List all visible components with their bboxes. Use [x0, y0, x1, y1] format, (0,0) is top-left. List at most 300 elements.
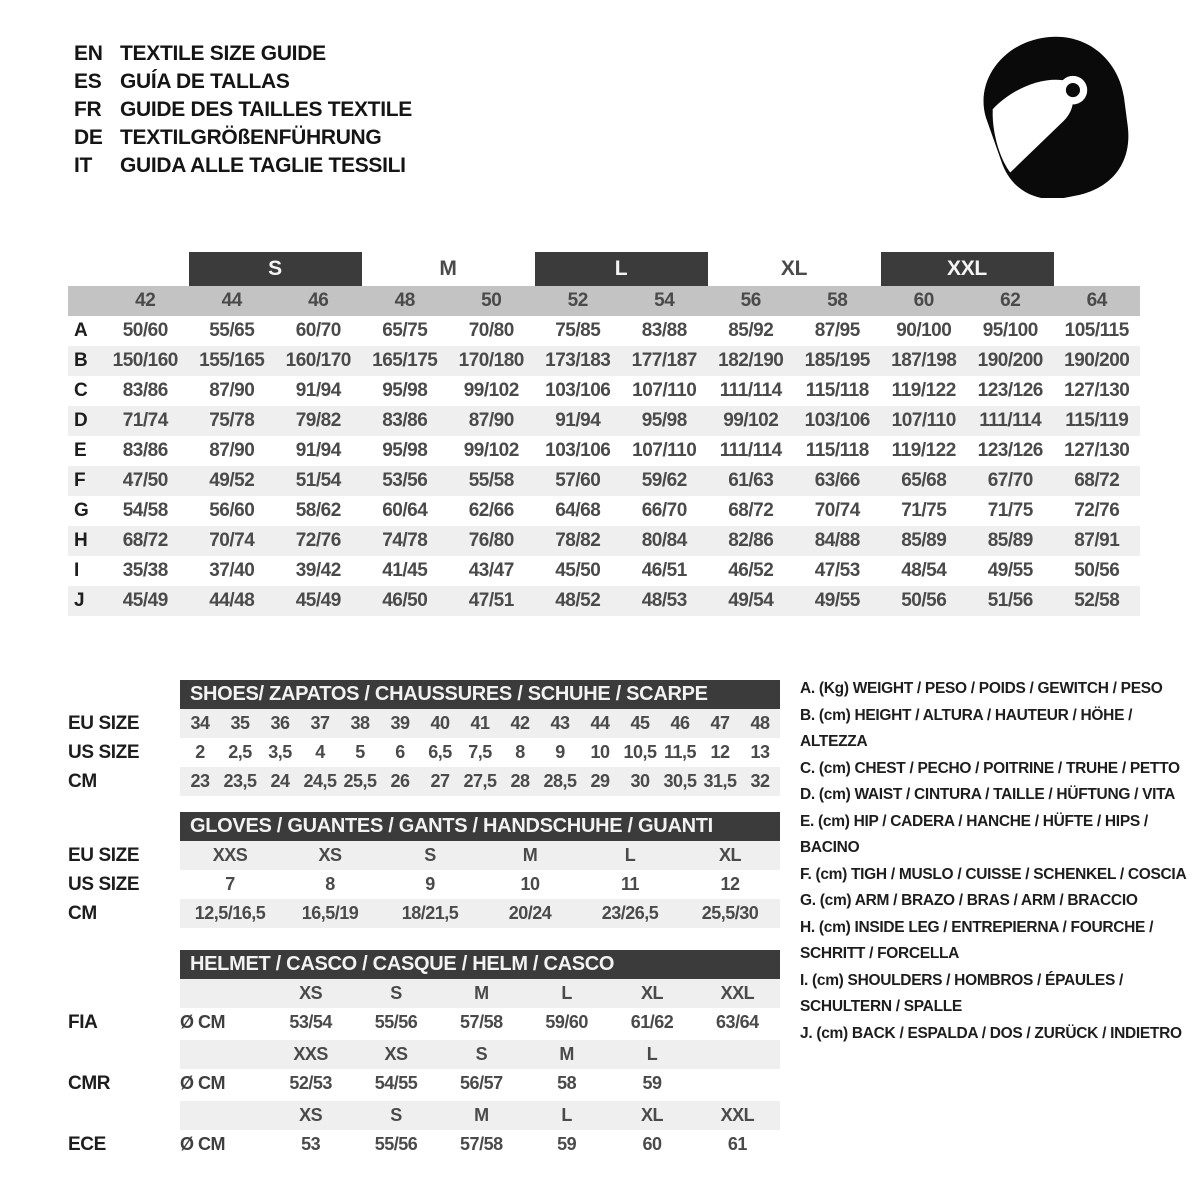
helmet-size-label: L: [561, 1105, 572, 1125]
measure-cell: 45/50: [555, 560, 601, 581]
helmet-size-label: XL: [640, 983, 663, 1003]
helmet-size-cell: 61: [727, 1134, 747, 1154]
shoes-cell: 44: [590, 713, 610, 733]
gloves-cell: 7: [225, 874, 235, 894]
helmet-size-cell: 59: [642, 1073, 662, 1093]
measure-cell: 50/56: [1074, 560, 1120, 581]
measure-cell: 187/198: [891, 350, 957, 371]
shoes-cell: 23,5: [223, 771, 257, 791]
measure-cell: 43/47: [468, 560, 514, 581]
shoes-values: [180, 709, 780, 738]
gloves-cell: 25,5/30: [701, 903, 759, 923]
gloves-cell: S: [424, 845, 436, 865]
numeric-size-row: [68, 286, 1140, 316]
gloves-values: [180, 841, 780, 870]
shoes-cell: 32: [750, 771, 770, 791]
shoes-cell: 2: [195, 742, 205, 762]
measure-row-label: E: [74, 440, 87, 461]
legend-item-i: I. (cm) SHOULDERS / HOMBROS / ÉPAULES / SCHULTERN / SPALLE: [800, 971, 1124, 1015]
language-code: IT: [74, 154, 93, 177]
helmet-size-cell: 55/56: [374, 1012, 418, 1032]
gloves-cell: XS: [318, 845, 342, 865]
measure-cell: 49/55: [814, 590, 860, 611]
measure-cell: 48/52: [555, 590, 601, 611]
measure-cell: 55/58: [468, 470, 514, 491]
measure-cell: 70/80: [468, 320, 514, 341]
measure-row-label: F: [74, 470, 86, 491]
measure-row-b: [68, 346, 1140, 376]
gloves-row-label: US SIZE: [68, 873, 140, 895]
shoes-cell: 37: [310, 713, 330, 733]
measure-row-label: A: [74, 320, 88, 341]
helmet-size-cell: 52/53: [289, 1073, 332, 1093]
gloves-row-cm: [68, 899, 780, 928]
shoes-cell: 11,5: [663, 742, 697, 762]
size-group-xl: XL: [780, 257, 808, 280]
shoes-cell: 7,5: [468, 742, 492, 762]
numeric-size: 52: [567, 290, 588, 311]
gloves-cell: 8: [325, 874, 335, 894]
measure-cell: 35/38: [122, 560, 168, 581]
measure-row-a: [68, 316, 1140, 346]
helmet-section-cmr-values-row: [68, 1069, 780, 1098]
measure-cell: 95/100: [982, 320, 1038, 341]
measure-cell: 190/200: [977, 350, 1043, 371]
racing-helmet-icon: [972, 30, 1140, 198]
helmet-size-cell: 57/58: [460, 1012, 503, 1032]
shoes-cell: 6,5: [428, 742, 452, 762]
measure-cell: 47/51: [468, 590, 514, 611]
shoes-cell: 10: [590, 742, 610, 762]
numeric-size: 48: [394, 290, 415, 311]
shoes-cell: 35: [230, 713, 250, 733]
measure-cell: 91/94: [295, 380, 341, 401]
measure-cell: 87/90: [209, 380, 255, 401]
shoes-row-us-size: [68, 738, 780, 767]
legend-item-j: J. (cm) BACK / ESPALDA / DOS / ZURÜCK / INDIETRO: [800, 1024, 1182, 1042]
measure-cell: 70/74: [209, 530, 255, 551]
measure-row-g: [68, 496, 1140, 526]
numeric-size: 56: [740, 290, 761, 311]
helmet-section-ece-sizes: [68, 1101, 780, 1130]
shoes-cell: 4: [315, 742, 325, 762]
measure-cell: 65/68: [901, 470, 947, 491]
helmet-size-label: M: [474, 1105, 489, 1125]
measure-cell: 95/98: [382, 380, 428, 401]
measure-row-j: [68, 586, 1140, 616]
shoes-cell: 5: [355, 742, 365, 762]
language-code: DE: [74, 126, 103, 149]
measure-cell: 155/165: [199, 350, 265, 371]
gloves-cell: L: [624, 845, 636, 865]
helmet-size-label: S: [475, 1044, 488, 1064]
measure-cell: 50/60: [122, 320, 168, 341]
measure-row-h: [68, 526, 1140, 556]
measure-cell: 45/49: [295, 590, 341, 611]
shoes-cell: 12: [710, 742, 730, 762]
legend-item-b: B. (cm) HEIGHT / ALTURA / HAUTEUR / HÖHE / ALTEZZA: [800, 706, 1133, 750]
measure-cell: 85/92: [728, 320, 774, 341]
measure-row-label: D: [74, 410, 88, 431]
measure-cell: 62/66: [468, 500, 514, 521]
measure-cell: 46/51: [641, 560, 687, 581]
helmet-size-label: M: [559, 1044, 574, 1064]
helmet-unit-label: Ø CM: [180, 1012, 225, 1032]
language-title: TEXTILGRÖßENFÜHRUNG: [120, 126, 382, 149]
measure-cell: 91/94: [295, 440, 341, 461]
language-code: EN: [74, 42, 103, 65]
measure-cell: 45/49: [122, 590, 168, 611]
measure-cell: 60/64: [382, 500, 428, 521]
measure-cell: 95/98: [641, 410, 687, 431]
measure-cell: 119/122: [891, 380, 956, 401]
measure-cell: 74/78: [382, 530, 428, 551]
measure-cell: 44/48: [209, 590, 255, 611]
helmet-section-fia-size-labels: [180, 979, 780, 1008]
measure-cell: 87/90: [468, 410, 514, 431]
shoes-cell: 42: [510, 713, 530, 733]
legend-item-d: D. (cm) WAIST / CINTURA / TAILLE / HÜFTUNG / VITA: [800, 786, 1176, 803]
measure-cell: 85/89: [987, 530, 1033, 551]
measure-cell: 48/54: [901, 560, 947, 581]
measure-cell: 49/54: [728, 590, 774, 611]
shoes-table: [68, 680, 780, 796]
gloves-cell: 23/26,5: [601, 903, 659, 923]
shoes-cell: 27: [430, 771, 450, 791]
shoes-cell: 45: [630, 713, 650, 733]
shoes-cell: 43: [550, 713, 570, 733]
shoes-row-eu-size: [68, 709, 780, 738]
measure-cell: 54/58: [122, 500, 168, 521]
measure-cell: 48/53: [641, 590, 687, 611]
measure-cell: 51/54: [295, 470, 341, 491]
measure-cell: 52/58: [1074, 590, 1120, 611]
gloves-cell: 12,5/16,5: [194, 903, 266, 923]
language-title: GUÍA DE TALLAS: [120, 70, 290, 93]
numeric-size: 46: [308, 290, 329, 311]
helmet-size-cell: 56/57: [460, 1073, 503, 1093]
numeric-size: 42: [135, 290, 156, 311]
shoes-row-label: CM: [68, 770, 97, 792]
measure-row-label: I: [74, 560, 79, 581]
measure-cell: 37/40: [209, 560, 255, 581]
helmet-section-ece-values: [180, 1130, 780, 1159]
measure-cell: 185/195: [804, 350, 870, 371]
shoes-cell: 26: [390, 771, 410, 791]
shoes-cell: 36: [270, 713, 290, 733]
numeric-size: 44: [221, 290, 242, 311]
shoes-cell: 29: [590, 771, 610, 791]
measure-cell: 99/102: [723, 410, 779, 431]
shoes-cell: 41: [470, 713, 490, 733]
helmet-section-fia-values-row: [68, 1008, 780, 1037]
language-title: GUIDA ALLE TAGLIE TESSILI: [120, 154, 406, 177]
helmet-size-label: L: [561, 983, 572, 1003]
gloves-cell: XXS: [212, 845, 248, 865]
measure-cell: 50/56: [901, 590, 947, 611]
size-group-row: [68, 252, 1140, 286]
helmet-section-cmr-sizes: [68, 1040, 780, 1069]
helmet-section-ece-values-row: [68, 1130, 780, 1159]
language-row-fr: [74, 96, 412, 124]
helmet-section-cmr-values: [180, 1069, 780, 1098]
gloves-row-label: CM: [68, 902, 97, 924]
legend-item-e: E. (cm) HIP / CADERA / HANCHE / HÜFTE / HIPS / BACINO: [800, 812, 1148, 856]
shoes-cell: 8: [515, 742, 525, 762]
helmet-size-label: L: [646, 1044, 658, 1064]
shoes-cell: 28: [510, 771, 530, 791]
helmet-size-label: S: [390, 983, 402, 1003]
helmet-section-cmr-size-labels: [180, 1040, 780, 1069]
helmet-size-cell: 53/54: [289, 1012, 332, 1032]
helmet-size-cell: 55/56: [374, 1134, 418, 1154]
measure-cell: 83/86: [122, 440, 168, 461]
measure-cell: 67/70: [987, 470, 1033, 491]
measure-cell: 85/89: [901, 530, 947, 551]
measure-cell: 47/50: [122, 470, 168, 491]
measure-cell: 71/75: [901, 500, 947, 521]
measure-row-label: C: [74, 380, 88, 401]
measure-cell: 68/72: [728, 500, 774, 521]
measure-row-e: [68, 436, 1140, 466]
shoes-cell: 48: [750, 713, 770, 733]
gloves-values: [180, 899, 780, 928]
measure-cell: 49/55: [987, 560, 1033, 581]
helmet-size-cell: 59: [557, 1134, 577, 1154]
measure-cell: 170/180: [458, 350, 524, 371]
shoes-cell: 39: [390, 713, 410, 733]
numeric-size-spacer: [68, 286, 102, 316]
shoes-cell: 30: [630, 771, 650, 791]
helmet-section-cmr-spacer: [68, 1040, 180, 1069]
shoes-values: [180, 767, 780, 796]
measure-row-i: [68, 556, 1140, 586]
size-group-m: M: [439, 257, 457, 280]
gloves-table-title: GLOVES / GUANTES / GANTS / HANDSCHUHE / GUANTI: [180, 812, 780, 841]
measure-row-label: B: [74, 350, 88, 371]
measure-cell: 68/72: [122, 530, 168, 551]
legend-item-h: H. (cm) INSIDE LEG / ENTREPIERNA / FOURCHE / SCHRITT / FORCELLA: [800, 918, 1154, 962]
measure-cell: 61/63: [728, 470, 774, 491]
helmet-size-label: XS: [384, 1044, 408, 1064]
shoes-cell: 47: [710, 713, 730, 733]
shoes-values: [180, 738, 780, 767]
measure-cell: 57/60: [555, 470, 601, 491]
language-row-de: [74, 124, 412, 152]
measure-cell: 78/82: [555, 530, 601, 551]
measure-cell: 83/88: [641, 320, 687, 341]
measure-cell: 127/130: [1064, 440, 1130, 461]
measurement-legend: [800, 676, 1196, 1047]
helmet-section-ece-label: ECE: [68, 1133, 106, 1155]
gloves-row-label: EU SIZE: [68, 844, 140, 866]
helmet-size-label: XXS: [293, 1044, 328, 1064]
helmet-section-fia-label: FIA: [68, 1011, 98, 1033]
measure-cell: 182/190: [718, 350, 784, 371]
numeric-size: 58: [827, 290, 848, 311]
numeric-size: 62: [1000, 290, 1021, 311]
helmet-unit-label: Ø CM: [180, 1134, 225, 1154]
helmet-size-cell: 60: [642, 1134, 662, 1154]
measure-cell: 91/94: [555, 410, 601, 431]
language-row-en: [74, 40, 412, 68]
helmet-section-cmr-label: CMR: [68, 1072, 111, 1094]
measure-row-f: [68, 466, 1140, 496]
shoes-cell: 38: [350, 713, 370, 733]
measure-cell: 47/53: [814, 560, 860, 581]
size-group-xxl: XXL: [881, 252, 1054, 286]
language-title: GUIDE DES TAILLES TEXTILE: [120, 98, 412, 121]
measure-cell: 115/119: [1065, 410, 1129, 431]
measure-cell: 90/100: [896, 320, 952, 341]
measure-cell: 49/52: [209, 470, 255, 491]
measure-cell: 160/170: [285, 350, 351, 371]
gloves-values: [180, 870, 780, 899]
language-list: [74, 40, 412, 180]
measure-cell: 53/56: [382, 470, 428, 491]
language-row-es: [74, 68, 412, 96]
measure-cell: 66/70: [641, 500, 687, 521]
numeric-size: 60: [913, 290, 934, 311]
gloves-cell: 9: [425, 874, 435, 894]
gloves-cell: 10: [520, 874, 540, 894]
measure-cell: 173/183: [545, 350, 611, 371]
measure-cell: 41/45: [382, 560, 428, 581]
measure-cell: 65/75: [382, 320, 428, 341]
language-code: FR: [74, 98, 102, 121]
measure-cell: 115/118: [805, 380, 869, 401]
measure-cell: 105/115: [1064, 320, 1129, 341]
shoes-cell: 23: [190, 771, 210, 791]
measure-cell: 83/86: [382, 410, 428, 431]
measure-cell: 87/91: [1074, 530, 1120, 551]
measure-cell: 46/52: [728, 560, 774, 581]
measure-cell: 71/75: [987, 500, 1033, 521]
measure-cell: 76/80: [468, 530, 514, 551]
measure-cell: 59/62: [641, 470, 687, 491]
helmet-size-label: XS: [299, 1105, 323, 1125]
helmet-section-ece-size-labels: [180, 1101, 780, 1130]
shoes-row-cm: [68, 767, 780, 796]
size-group-s: S: [189, 252, 362, 286]
helmet-size-cell: 59/60: [545, 1012, 588, 1032]
shoes-table-title: SHOES/ ZAPATOS / CHAUSSURES / SCHUHE / SCARPE: [180, 680, 780, 709]
gloves-cell: 16,5/19: [301, 903, 359, 923]
gloves-row-eu-size: [68, 841, 780, 870]
measure-cell: 190/200: [1064, 350, 1130, 371]
measure-cell: 75/78: [209, 410, 255, 431]
measure-cell: 79/82: [295, 410, 341, 431]
measure-cell: 80/84: [641, 530, 687, 551]
language-code: ES: [74, 70, 102, 93]
language-title: TEXTILE SIZE GUIDE: [120, 42, 326, 65]
measure-cell: 123/126: [977, 380, 1043, 401]
measure-row-label: J: [74, 590, 85, 611]
shoes-cell: 40: [430, 713, 450, 733]
measure-cell: 72/76: [1074, 500, 1120, 521]
measure-cell: 111/114: [719, 440, 782, 461]
helmet-section-fia-values: [180, 1008, 780, 1037]
shoes-cell: 24,5: [303, 771, 337, 791]
helmet-size-cell: 53: [301, 1134, 321, 1154]
numeric-size: 54: [654, 290, 675, 311]
helmet-size-cell: 63/64: [716, 1012, 759, 1032]
textile-size-table: [68, 252, 1140, 616]
gloves-table: [68, 812, 780, 928]
numeric-size: 50: [481, 290, 502, 311]
measure-cell: 63/66: [814, 470, 860, 491]
helmet-section-fia-spacer: [68, 979, 180, 1008]
measure-cell: 103/106: [545, 380, 611, 401]
helmet-size-label: XXL: [720, 983, 755, 1003]
size-group-l: L: [535, 252, 708, 286]
helmet-section-fia-sizes: [68, 979, 780, 1008]
measure-cell: 58/62: [295, 500, 341, 521]
helmet-table: [68, 950, 780, 1159]
helmet-unit-label: Ø CM: [180, 1073, 225, 1093]
shoes-cell: 28,5: [543, 771, 577, 791]
shoes-cell: 34: [190, 713, 210, 733]
helmet-size-cell: 58: [557, 1073, 577, 1093]
helmet-size-cell: 61/62: [630, 1012, 674, 1032]
measure-cell: 103/106: [804, 410, 870, 431]
measure-cell: 60/70: [295, 320, 341, 341]
shoes-cell: 27,5: [463, 771, 497, 791]
measure-cell: 72/76: [295, 530, 341, 551]
measure-row-c: [68, 376, 1140, 406]
gloves-cell: 11: [620, 874, 640, 894]
measure-row-label: H: [74, 530, 88, 551]
gloves-cell: 12: [720, 874, 740, 894]
shoes-row-label: EU SIZE: [68, 712, 140, 734]
helmet-size-label: XXL: [720, 1105, 755, 1125]
helmet-size-label: XS: [299, 983, 323, 1003]
shoes-cell: 13: [750, 742, 770, 762]
shoes-cell: 46: [670, 713, 690, 733]
measure-cell: 71/74: [122, 410, 168, 431]
measure-cell: 177/187: [631, 350, 697, 371]
measure-cell: 64/68: [555, 500, 601, 521]
measure-cell: 111/114: [719, 380, 782, 401]
legend-item-f: F. (cm) TIGH / MUSLO / CUISSE / SCHENKEL / COSCIA: [800, 865, 1187, 883]
shoes-cell: 10,5: [623, 742, 657, 762]
shoes-cell: 2,5: [228, 742, 252, 762]
gloves-cell: 20/24: [508, 903, 552, 923]
measure-cell: 119/122: [891, 440, 956, 461]
legend-item-a: A. (Kg) WEIGHT / PESO / POIDS / GEWITCH / PESO: [800, 680, 1163, 697]
helmet-size-label: M: [474, 983, 489, 1003]
measure-cell: 99/102: [463, 440, 519, 461]
measure-cell: 103/106: [545, 440, 611, 461]
measure-cell: 51/56: [987, 590, 1033, 611]
shoes-cell: 24: [270, 771, 290, 791]
measure-cell: 46/50: [382, 590, 428, 611]
shoes-row-label: US SIZE: [68, 741, 140, 763]
measure-cell: 107/110: [632, 380, 697, 401]
measure-cell: 115/118: [805, 440, 869, 461]
measure-cell: 127/130: [1064, 380, 1130, 401]
measure-cell: 39/42: [295, 560, 341, 581]
measure-cell: 56/60: [209, 500, 255, 521]
measure-row-label: G: [74, 500, 89, 521]
language-row-it: [74, 152, 412, 180]
legend-item-c: C. (cm) CHEST / PECHO / POITRINE / TRUHE / PETTO: [800, 759, 1180, 777]
measure-cell: 82/86: [728, 530, 774, 551]
shoes-cell: 3,5: [268, 742, 292, 762]
measure-cell: 95/98: [382, 440, 428, 461]
shoes-cell: 25,5: [343, 771, 377, 791]
helmet-size-cell: 57/58: [460, 1134, 503, 1154]
